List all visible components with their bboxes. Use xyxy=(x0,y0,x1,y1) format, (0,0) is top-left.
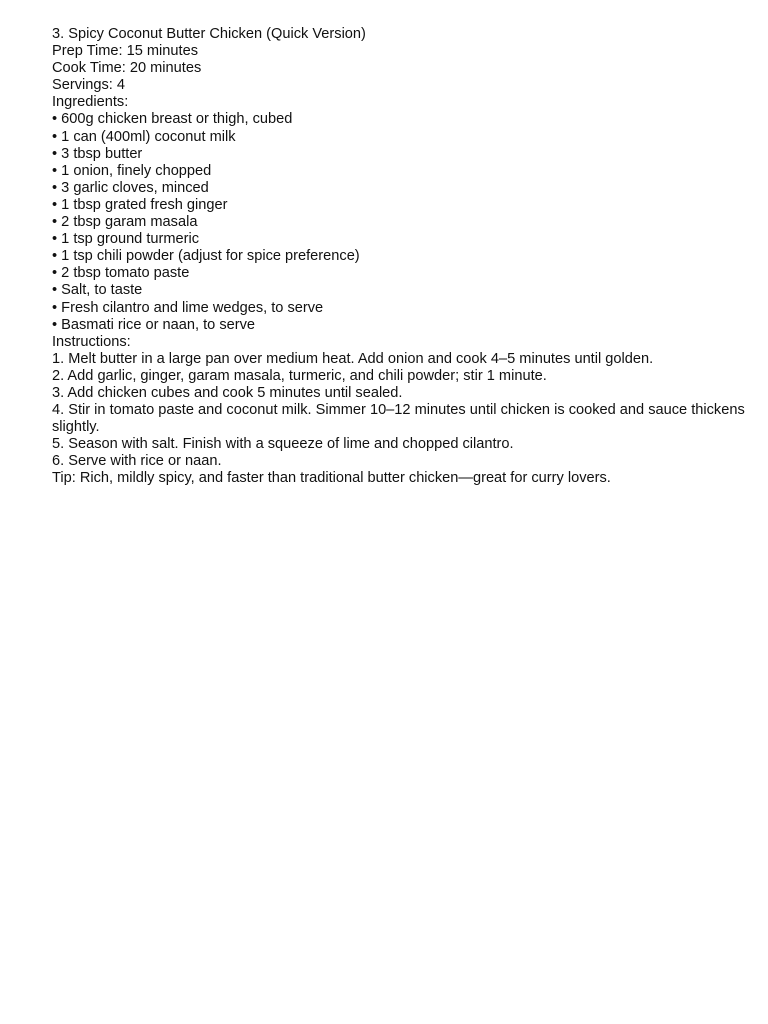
instruction-step: 6. Serve with rice or naan. xyxy=(52,453,222,470)
recipe-tip: Tip: Rich, mildly spicy, and faster than traditional butter chicken—great for curry lovers. xyxy=(52,470,611,487)
ingredient-item: • 1 tsp ground turmeric xyxy=(52,231,200,248)
ingredient-item: • 2 tbsp garam masala xyxy=(52,214,198,231)
ingredient-item: • Fresh cilantro and lime wedges, to serve xyxy=(52,299,324,316)
recipe-title: 3. Spicy Coconut Butter Chicken (Quick Version) xyxy=(52,26,366,42)
ingredient-item: • 1 onion, finely chopped xyxy=(52,162,212,179)
instruction-step: 2. Add garlic, ginger, garam masala, turmeric, and chili powder; stir 1 minute. xyxy=(52,367,547,384)
ingredient-item: • Basmati rice or naan, to serve xyxy=(52,316,256,333)
prep-time: Prep Time: 15 minutes xyxy=(52,43,199,60)
ingredient-item: • 600g chicken breast or thigh, cubed xyxy=(52,111,293,128)
ingredient-item: • 2 tbsp tomato paste xyxy=(52,265,190,282)
ingredient-item: • 3 garlic cloves, minced xyxy=(52,179,209,196)
ingredient-item: • 1 tsp chili powder (adjust for spice preference) xyxy=(52,248,360,265)
instruction-step: 3. Add chicken cubes and cook 5 minutes until sealed. xyxy=(52,384,403,401)
cook-time: Cook Time: 20 minutes xyxy=(52,60,202,77)
instruction-step: 1. Melt butter in a large pan over medium heat. Add onion and cook 4–5 minutes until golden. xyxy=(52,350,654,367)
ingredient-item: • 1 can (400ml) coconut milk xyxy=(52,128,236,145)
instructions-heading: Instructions: xyxy=(52,333,131,350)
ingredient-item: • 1 tbsp grated fresh ginger xyxy=(52,196,228,213)
instructions-list xyxy=(52,351,752,471)
ingredients-heading: Ingredients: xyxy=(52,94,129,111)
ingredient-item: • 3 tbsp butter xyxy=(52,145,143,162)
instruction-step: 4. Stir in tomato paste and coconut milk. Simmer 10–12 minutes until chicken is cooked and sauce thickens slightly. xyxy=(52,402,749,436)
ingredient-item: • Salt, to taste xyxy=(52,282,143,299)
recipe-document xyxy=(52,26,752,488)
ingredients-list xyxy=(52,111,752,333)
servings: Servings: 4 xyxy=(52,77,126,94)
instruction-step: 5. Season with salt. Finish with a squeeze of lime and chopped cilantro. xyxy=(52,436,514,453)
